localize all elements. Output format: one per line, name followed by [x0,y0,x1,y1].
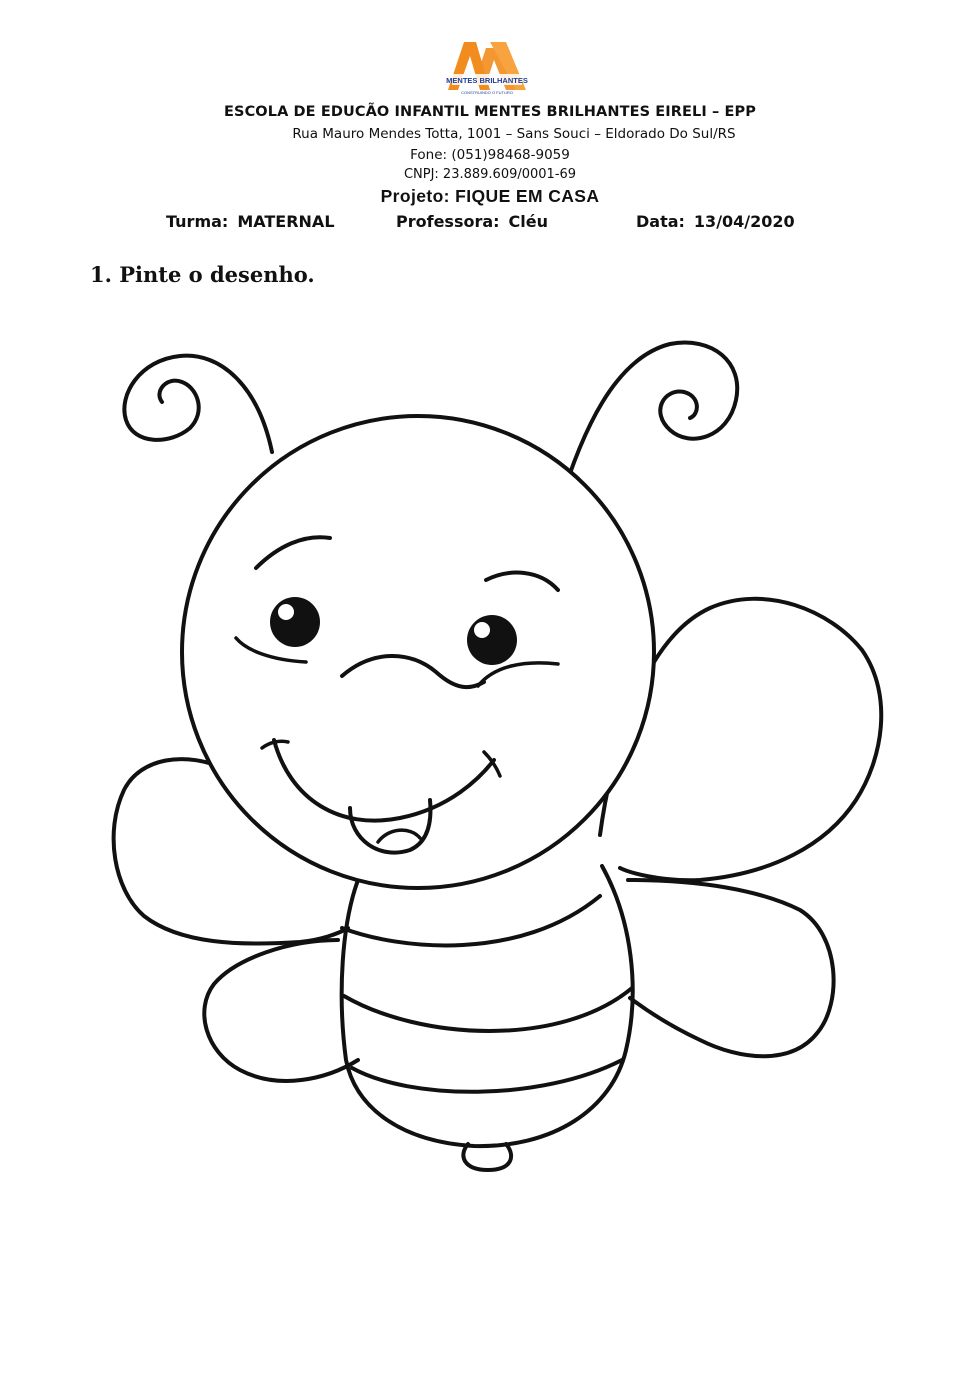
date-label: Data: [636,212,685,231]
bee-body [342,866,633,1146]
logo-tagline: CONSTRUINDO O FUTURO [461,90,513,95]
school-name: ESCOLA DE EDUCÃO INFANTIL MENTES BRILHANTES EIRELI – EPP [224,104,756,120]
professora-label: Professora: [396,212,500,231]
body-stripe-1 [342,896,600,945]
turma-value: MATERNAL [237,212,335,231]
professora-value: Cléu [508,212,549,231]
activity-instruction: 1. Pinte o desenho. [90,262,315,287]
logo-name: MENTES BRILHANTES [446,76,528,85]
school-phone: Fone: (051)98468-9059 [410,147,570,163]
turma-label: Turma: [166,212,229,231]
right-lower-wing [628,880,834,1056]
school-address: Rua Mauro Mendes Totta, 1001 – Sans Souci – Eldorado Do Sul/RS [292,126,736,142]
project-label: Projeto: [380,186,450,206]
body-stripe-2 [344,988,632,1031]
left-eye [270,597,320,647]
left-antenna [124,356,272,452]
project-name: FIQUE EM CASA [455,186,600,206]
left-lower-wing [204,940,358,1081]
right-eye [467,615,517,665]
date-value: 13/04/2020 [693,212,795,231]
body-stripe-3 [352,1060,622,1092]
school-cnpj: CNPJ: 23.889.609/0001-69 [403,167,577,182]
